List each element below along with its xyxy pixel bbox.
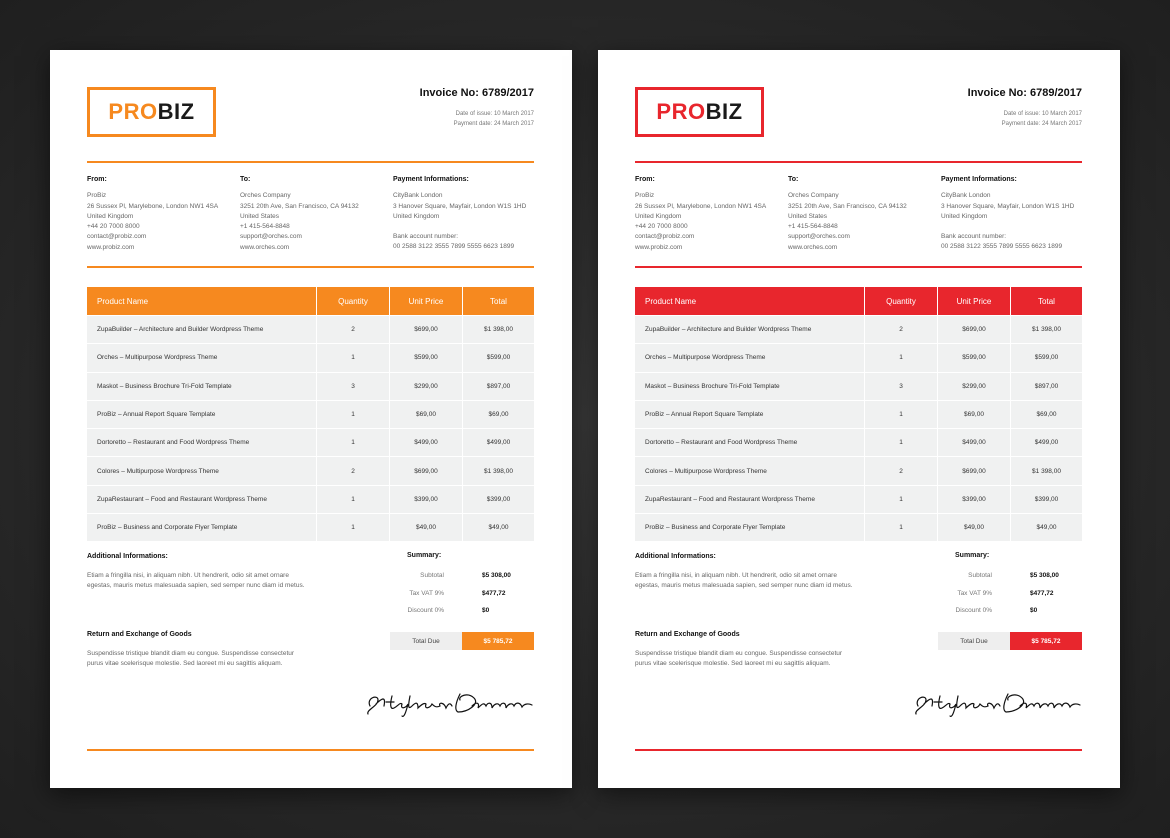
row-quantity: 2 [317,457,390,484]
from-line: www.probiz.com [87,243,135,251]
discount-value: $0 [1030,607,1038,614]
to-line: +1 415-564-8848 [788,223,838,231]
row-product-name: Orches – Multipurpose Wordpress Theme [635,344,865,371]
row-total: $897,00 [486,382,511,390]
row-product-name: ProBiz – Annual Report Square Template [635,401,865,428]
to-heading: To: [240,176,251,183]
payment-line: United Kingdom [941,212,988,220]
row-quantity: 1 [865,401,938,428]
payment-heading: Payment Informations: [393,176,469,183]
returns-info [87,630,307,670]
row-quantity: 1 [317,401,390,428]
table-header [87,287,534,315]
table-row [87,343,534,371]
from-line: ProBiz [87,192,107,200]
row-unit-price: $299,00 [938,373,1011,400]
row-product-name: Dortoretto – Restaurant and Food Wordpress Theme [635,429,865,456]
summary-heading: Summary: [955,552,990,559]
divider-bottom [87,749,534,751]
summary-subtotal [390,572,534,584]
additional-heading: Additional Informations: [87,553,168,560]
tax-value: $477,72 [1030,590,1054,597]
discount-value: $0 [482,607,490,614]
header-product-name: Product Name [87,287,317,315]
date-of-issue: Date of issue: 10 March 2017 [455,111,534,117]
from-line: +44 20 7000 8000 [87,223,140,231]
from-line: ProBiz [635,192,655,200]
row-total: $399,00 [1034,495,1059,503]
row-quantity: 1 [317,429,390,456]
row-product-name: Dortoretto – Restaurant and Food Wordpress Theme [87,429,317,456]
from-line: www.probiz.com [635,243,683,251]
products-table [635,287,1082,541]
row-total: $499,00 [1034,439,1059,447]
row-unit-price: $499,00 [938,429,1011,456]
total-due [390,632,534,650]
payment-block [393,175,543,253]
row-product-name: ZupaBuilder – Architecture and Builder Wordpress Theme [635,316,865,343]
row-product-name: ProBiz – Business and Corporate Flyer Template [87,514,317,541]
payment-line: CityBank London [941,192,991,200]
table-row [635,456,1082,484]
divider-top [635,161,1082,163]
row-total: $1 398,00 [1032,467,1061,475]
payment-date: Payment date: 24 March 2017 [453,121,534,127]
summary-subtotal [938,572,1082,584]
to-block [788,175,938,253]
table-row [635,343,1082,371]
from-line: 26 Sussex Pl, Marylebone, London NW1 4SA [635,202,767,210]
invoice-number: Invoice No: 6789/2017 [967,87,1082,99]
discount-label: Discount 0% [955,607,992,614]
row-unit-price: $399,00 [390,486,463,513]
from-heading: From: [635,176,655,183]
additional-info [87,552,307,592]
payment-line: 3 Hanover Square, Mayfair, London W1S 1HD [941,202,1075,210]
row-quantity: 1 [317,344,390,371]
returns-text: Suspendisse tristique blandit diam eu congue. Suspendisse consectetur purus vitae scelerisque molestie. Sed laoreet mi eu sagittis aliquam. [87,649,295,667]
invoice-content [635,50,1082,788]
divider-middle [635,266,1082,268]
summary-tax [390,590,534,602]
row-unit-price: $699,00 [938,316,1011,343]
invoice-page-red [598,50,1120,788]
row-unit-price: $49,00 [938,514,1011,541]
to-line: 3251 20th Ave, San Francisco, CA 94132 [240,202,359,210]
header-unit-price: Unit Price [938,287,1011,315]
summary-heading: Summary: [407,552,442,559]
header-quantity: Quantity [317,287,390,315]
from-block [87,175,237,253]
table-row [87,372,534,400]
total-due [938,632,1082,650]
table-row [635,428,1082,456]
row-total: $897,00 [1034,382,1059,390]
row-unit-price: $599,00 [938,344,1011,371]
logo-text-biz: BIZ [157,99,195,124]
from-heading: From: [87,176,107,183]
total-due-label: Total Due [938,632,1010,650]
row-quantity: 2 [317,316,390,343]
logo-text-pro: PRO [656,99,706,124]
tax-label: Tax VAT 9% [409,590,444,597]
account-label: Bank account number: [393,233,459,241]
row-total: $69,00 [1036,411,1057,419]
row-product-name: ProBiz – Business and Corporate Flyer Template [635,514,865,541]
table-row [87,315,534,343]
total-due-value: $5 785,72 [1010,632,1082,650]
tax-label: Tax VAT 9% [957,590,992,597]
row-total: $1 398,00 [484,326,513,334]
table-row [87,400,534,428]
row-product-name: ProBiz – Annual Report Square Template [87,401,317,428]
returns-info [635,630,855,670]
row-unit-price: $599,00 [390,344,463,371]
probiz-logo [87,87,216,137]
table-row [87,485,534,513]
from-line: contact@probiz.com [87,233,147,241]
row-unit-price: $69,00 [390,401,463,428]
row-quantity: 1 [317,514,390,541]
additional-info [635,552,855,592]
row-quantity: 2 [865,457,938,484]
row-unit-price: $49,00 [390,514,463,541]
subtotal-label: Subtotal [420,572,444,579]
returns-heading: Return and Exchange of Goods [87,631,192,638]
row-total: $69,00 [488,411,509,419]
row-total: $599,00 [1034,354,1059,362]
summary-tax [938,590,1082,602]
total-due-value: $5 785,72 [462,632,534,650]
table-row [635,315,1082,343]
row-total: $1 398,00 [484,467,513,475]
table-row [635,485,1082,513]
from-line: United Kingdom [87,212,134,220]
row-product-name: ZupaRestaurant – Food and Restaurant Wordpress Theme [87,486,317,513]
from-line: +44 20 7000 8000 [635,223,688,231]
row-unit-price: $299,00 [390,373,463,400]
account-label: Bank account number: [941,233,1007,241]
row-total: $599,00 [486,354,511,362]
row-unit-price: $699,00 [390,316,463,343]
divider-middle [87,266,534,268]
returns-text: Suspendisse tristique blandit diam eu congue. Suspendisse consectetur purus vitae scelerisque molestie. Sed laoreet mi eu sagittis aliquam. [635,649,843,667]
table-row [635,372,1082,400]
subtotal-value: $5 308,00 [1030,572,1059,579]
row-unit-price: $69,00 [938,401,1011,428]
from-line: contact@probiz.com [635,233,695,241]
row-product-name: Colores – Multipurpose Wordpress Theme [635,457,865,484]
invoice-content [87,50,534,788]
payment-line: United Kingdom [393,212,440,220]
to-line: +1 415-564-8848 [240,223,290,231]
subtotal-label: Subtotal [968,572,992,579]
row-quantity: 1 [317,486,390,513]
table-row [87,513,534,541]
row-unit-price: $699,00 [938,457,1011,484]
header-unit-price: Unit Price [390,287,463,315]
signature-icon [364,688,534,718]
header-total: Total [1038,296,1055,306]
to-block [240,175,390,253]
row-product-name: Maskot – Business Brochure Tri-Fold Template [87,373,317,400]
invoice-page-orange [50,50,572,788]
header-quantity: Quantity [865,287,938,315]
payment-block [941,175,1091,253]
to-line: www.orches.com [788,243,838,251]
row-total: $399,00 [486,495,511,503]
row-total: $49,00 [488,524,509,532]
probiz-logo [635,87,764,137]
discount-label: Discount 0% [407,607,444,614]
row-total: $49,00 [1036,524,1057,532]
row-product-name: ZupaBuilder – Architecture and Builder Wordpress Theme [87,316,317,343]
summary-discount [938,607,1082,619]
logo-text-pro: PRO [108,99,158,124]
total-due-label: Total Due [390,632,462,650]
additional-text: Etiam a fringilla nisi, in aliquam nibh. Ut hendrerit, odio sit amet ornare egestas, mauris metus malesuada sapien, sed semper nunc diam id metus. [635,571,853,589]
row-total: $1 398,00 [1032,326,1061,334]
to-line: Orches Company [788,192,839,200]
summary-discount [390,607,534,619]
invoice-number: Invoice No: 6789/2017 [419,87,534,99]
subtotal-value: $5 308,00 [482,572,511,579]
account-number: 00 2588 3122 3555 7899 5555 6623 1899 [941,243,1063,251]
row-total: $499,00 [486,439,511,447]
table-row [87,456,534,484]
table-row [87,428,534,456]
row-product-name: Orches – Multipurpose Wordpress Theme [87,344,317,371]
row-quantity: 1 [865,486,938,513]
row-product-name: Colores – Multipurpose Wordpress Theme [87,457,317,484]
to-line: Orches Company [240,192,291,200]
logo-text-biz: BIZ [705,99,743,124]
table-row [635,513,1082,541]
payment-line: CityBank London [393,192,443,200]
payment-line: 3 Hanover Square, Mayfair, London W1S 1HD [393,202,527,210]
tax-value: $477,72 [482,590,506,597]
row-quantity: 3 [865,373,938,400]
row-quantity: 3 [317,373,390,400]
date-of-issue: Date of issue: 10 March 2017 [1003,111,1082,117]
to-line: 3251 20th Ave, San Francisco, CA 94132 [788,202,907,210]
payment-date: Payment date: 24 March 2017 [1001,121,1082,127]
row-product-name: Maskot – Business Brochure Tri-Fold Template [635,373,865,400]
row-quantity: 1 [865,429,938,456]
divider-top [87,161,534,163]
products-table [87,287,534,541]
to-line: United States [240,212,280,220]
from-line: United Kingdom [635,212,682,220]
additional-text: Etiam a fringilla nisi, in aliquam nibh. Ut hendrerit, odio sit amet ornare egestas, mauris metus malesuada sapien, sed semper nunc diam id metus. [87,571,305,589]
from-line: 26 Sussex Pl, Marylebone, London NW1 4SA [87,202,219,210]
account-number: 00 2588 3122 3555 7899 5555 6623 1899 [393,243,515,251]
table-header [635,287,1082,315]
row-unit-price: $399,00 [938,486,1011,513]
to-heading: To: [788,176,799,183]
divider-bottom [635,749,1082,751]
header-total: Total [490,296,507,306]
row-product-name: ZupaRestaurant – Food and Restaurant Wordpress Theme [635,486,865,513]
row-quantity: 2 [865,316,938,343]
to-line: support@orches.com [240,233,302,241]
table-row [635,400,1082,428]
row-unit-price: $499,00 [390,429,463,456]
signature-icon [912,688,1082,718]
row-quantity: 1 [865,344,938,371]
returns-heading: Return and Exchange of Goods [635,631,740,638]
from-block [635,175,785,253]
header-product-name: Product Name [635,287,865,315]
to-line: United States [788,212,828,220]
to-line: support@orches.com [788,233,850,241]
additional-heading: Additional Informations: [635,553,716,560]
row-unit-price: $699,00 [390,457,463,484]
row-quantity: 1 [865,514,938,541]
to-line: www.orches.com [240,243,290,251]
payment-heading: Payment Informations: [941,176,1017,183]
